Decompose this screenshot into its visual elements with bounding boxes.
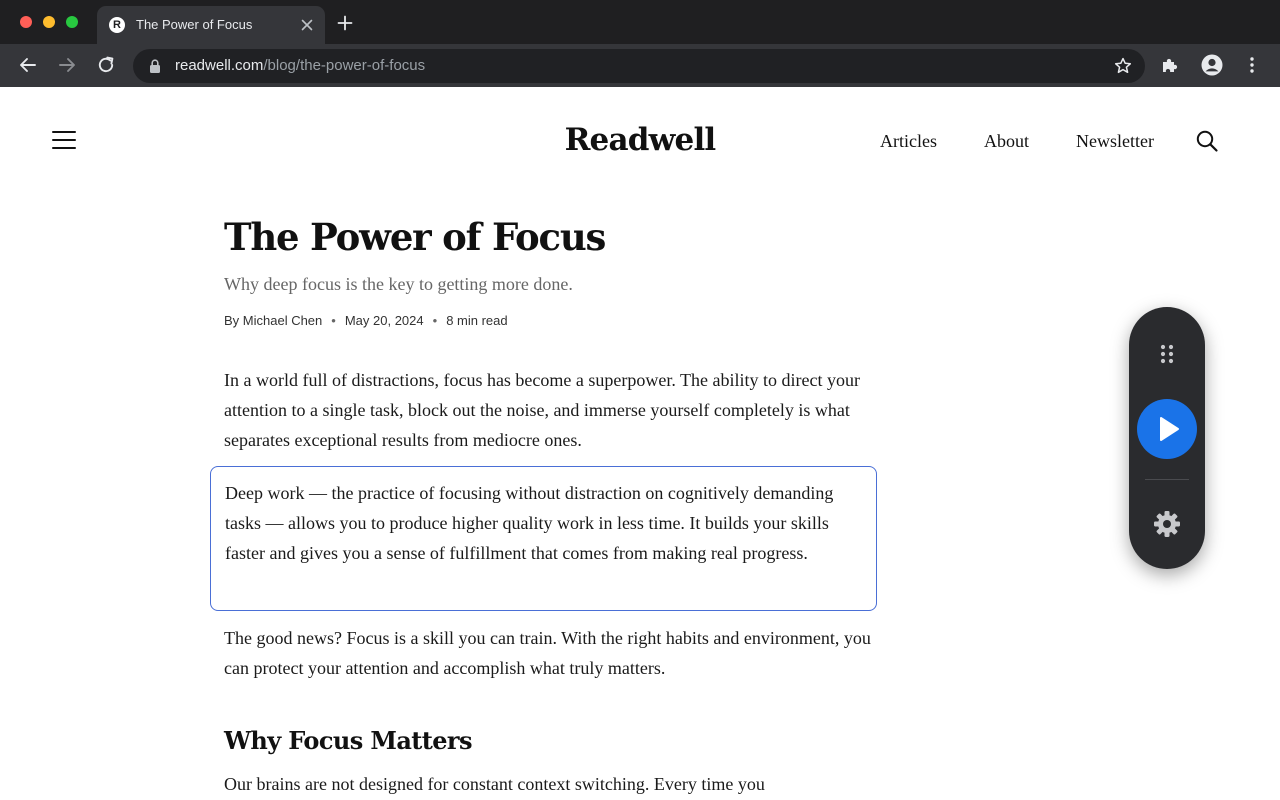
drag-handle-icon[interactable] [1158, 343, 1176, 365]
nav-about[interactable]: About [984, 131, 1029, 151]
article-paragraph: In a world full of distractions, focus has become a superpower. The ability to direct your attention to a single task, block out the noise, and immerse yourself completely is what separates exceptional results from mediocre ones. [224, 370, 860, 450]
url-path: /blog/the-power-of-focus [263, 57, 426, 74]
browser-tab-active[interactable] [97, 6, 325, 44]
extensions-puzzle-icon[interactable] [1159, 54, 1181, 76]
player-divider [1145, 479, 1189, 480]
play-button[interactable] [1137, 399, 1197, 459]
window-zoom-button[interactable] [66, 16, 78, 28]
section-heading: Why Focus Matters [224, 726, 472, 755]
article-read-time: 8 min read [446, 313, 508, 328]
article-title: The Power of Focus [224, 215, 606, 259]
forward-arrow-icon[interactable] [56, 54, 78, 76]
article-author[interactable]: By Michael Chen [224, 313, 323, 328]
nav-articles[interactable]: Articles [880, 131, 937, 151]
profile-avatar-icon[interactable] [1201, 54, 1223, 76]
address-url[interactable] [175, 57, 425, 75]
lock-icon[interactable] [147, 58, 163, 74]
play-icon [1137, 399, 1197, 459]
site-logo[interactable]: Readwell [564, 122, 716, 158]
back-arrow-icon[interactable] [17, 54, 39, 76]
browser-tab-bar [0, 0, 1280, 44]
text-to-speech-player [1129, 307, 1205, 569]
article-meta [224, 312, 508, 330]
meta-separator: • [432, 313, 438, 328]
window-minimize-button[interactable] [43, 16, 55, 28]
menu-hamburger-icon[interactable] [52, 129, 76, 151]
article-paragraph: Our brains are not designed for constant context switching. Every time you [224, 774, 765, 794]
nav-newsletter[interactable]: Newsletter [1076, 131, 1154, 151]
browser-toolbar [0, 44, 1280, 87]
article-subtitle: Why deep focus is the key to getting more done. [224, 274, 573, 294]
url-host: readwell.com [175, 57, 264, 74]
meta-separator: • [331, 313, 336, 328]
article-date: May 20, 2024 [344, 313, 424, 328]
reload-icon[interactable] [95, 54, 117, 76]
site-favicon-icon: R [109, 17, 125, 33]
browser-menu-kebab-icon[interactable] [1241, 54, 1263, 76]
tab-title: The Power of Focus [136, 17, 253, 32]
tab-close-icon[interactable] [297, 15, 317, 35]
gear-icon[interactable] [1152, 509, 1182, 539]
bookmark-star-icon[interactable] [1113, 56, 1133, 76]
new-tab-plus-icon[interactable] [335, 13, 355, 33]
address-bar[interactable] [133, 49, 1145, 83]
search-icon[interactable] [1195, 129, 1219, 153]
article-paragraph: The good news? Focus is a skill you can train. With the right habits and environment, you can protect your attention and accomplish what truly matters. [224, 628, 871, 678]
highlighted-paragraph: Deep work — the practice of focusing without distraction on cognitively demanding tasks — allows you to produce higher quality work in less time. It builds your skills faster and gives you a sense of fulfillment that comes from making real progress. [225, 483, 834, 563]
window-close-button[interactable] [20, 16, 32, 28]
